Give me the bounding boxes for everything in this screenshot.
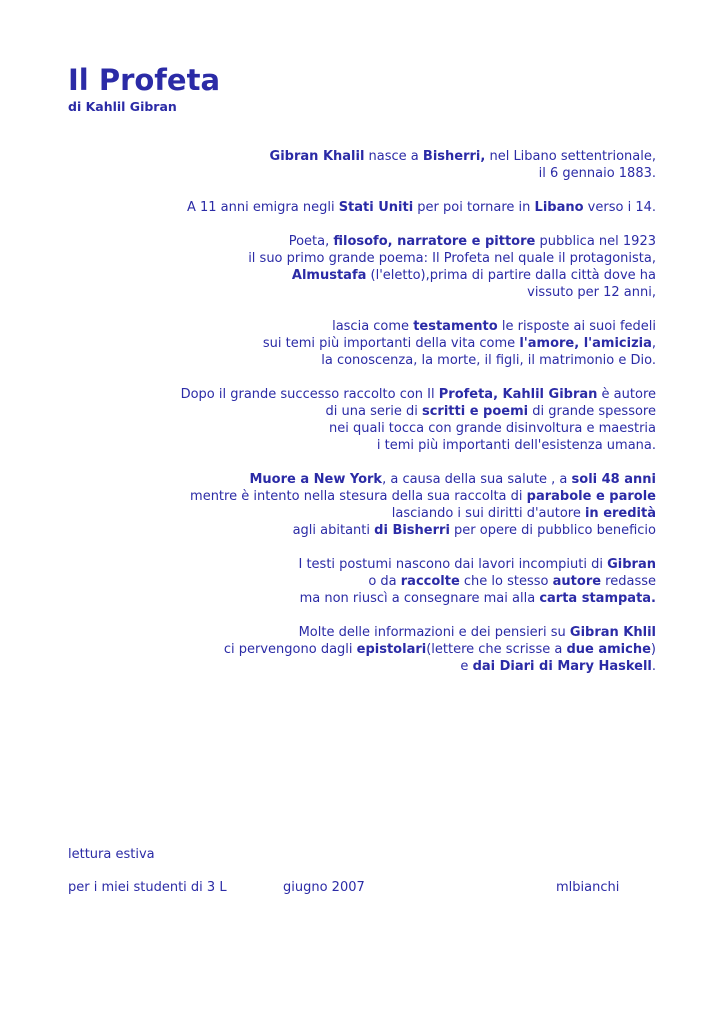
paragraph-line — [96, 437, 656, 454]
paragraph-line — [96, 573, 656, 590]
emphasis-text: due amiche — [566, 642, 651, 657]
paragraph-line — [96, 522, 656, 539]
text-run: di una serie di — [325, 404, 422, 419]
page-title: Il Profeta — [68, 63, 221, 97]
text-run: nei quali tocca con grande disinvoltura e maestria — [329, 421, 656, 436]
text-run: sui temi più importanti della vita come — [262, 336, 520, 351]
text-run: . — [651, 659, 656, 674]
paragraph-line — [96, 641, 656, 658]
paragraph-line — [96, 267, 656, 284]
paragraph — [96, 624, 656, 675]
paragraph-line — [96, 199, 656, 216]
text-run: lasciando i sui diritti d'autore — [391, 506, 585, 521]
emphasis-text: epistolari — [356, 642, 427, 657]
footer-dedication: per i miei studenti di 3 L — [68, 880, 227, 895]
emphasis-text: Muore a New York — [249, 472, 383, 487]
paragraph — [96, 471, 656, 539]
text-run: , — [651, 336, 656, 351]
paragraph-line — [96, 352, 656, 369]
footer-note: lettura estiva — [68, 847, 155, 862]
text-run: Molte delle informazioni e dei pensieri su — [298, 625, 570, 640]
paragraph-line — [96, 556, 656, 573]
paragraph-line — [96, 148, 656, 165]
footer-date: giugno 2007 — [283, 880, 365, 895]
emphasis-text: Stati Uniti — [338, 200, 414, 215]
paragraph-line — [96, 318, 656, 335]
emphasis-text: in eredità — [584, 506, 656, 521]
emphasis-text: Libano — [534, 200, 584, 215]
paragraph-line — [96, 386, 656, 403]
emphasis-text: soli 48 anni — [571, 472, 656, 487]
text-run: Dopo il grande successo raccolto con Il — [180, 387, 439, 402]
emphasis-text: Bisherri, — [422, 149, 486, 164]
text-run: per poi tornare in — [413, 200, 535, 215]
paragraph-line — [96, 658, 656, 675]
paragraph — [96, 386, 656, 454]
text-run: che lo stesso — [459, 574, 553, 589]
emphasis-text: Profeta, Kahlil Gibran — [438, 387, 598, 402]
text-run: il 6 gennaio 1883. — [538, 166, 656, 181]
paragraph-line — [96, 284, 656, 301]
emphasis-text: Gibran Khlil — [569, 625, 656, 640]
paragraph-line — [96, 624, 656, 641]
emphasis-text: parabole e parole — [526, 489, 656, 504]
emphasis-text: l'amore, l'amicizia — [519, 336, 652, 351]
paragraph — [96, 556, 656, 607]
text-run: , a causa della sua salute , a — [382, 472, 572, 487]
emphasis-text: Gibran — [607, 557, 656, 572]
paragraph-line — [96, 403, 656, 420]
text-run: pubblica nel 1923 — [535, 234, 656, 249]
paragraph-line — [96, 335, 656, 352]
paragraph-line — [96, 590, 656, 607]
text-run: mentre è intento nella stesura della sua raccolta di — [190, 489, 527, 504]
text-run: (l'eletto),prima di partire dalla città dove ha — [366, 268, 656, 283]
text-run: le risposte ai suoi fedeli — [497, 319, 656, 334]
text-run: vissuto per 12 anni, — [527, 285, 656, 300]
text-run: verso i 14. — [583, 200, 656, 215]
text-run: la conoscenza, la morte, il figli, il matrimonio e Dio. — [321, 353, 656, 368]
paragraph-line — [96, 233, 656, 250]
emphasis-text: Almustafa — [291, 268, 367, 283]
page-subtitle: di Kahlil Gibran — [68, 99, 177, 114]
text-run: nasce a — [364, 149, 423, 164]
emphasis-text: scritti e poemi — [421, 404, 529, 419]
text-run: redasse — [601, 574, 656, 589]
paragraph-line — [96, 250, 656, 267]
emphasis-text: Gibran Khalil — [269, 149, 365, 164]
paragraph — [96, 318, 656, 369]
text-run: è autore — [597, 387, 656, 402]
paragraph-line — [96, 505, 656, 522]
paragraph — [96, 233, 656, 301]
emphasis-text: di Bisherri — [374, 523, 450, 538]
emphasis-text: filosofo, narratore e pittore — [333, 234, 536, 249]
paragraph-line — [96, 420, 656, 437]
emphasis-text: raccolte — [400, 574, 460, 589]
text-run: (lettere che scrisse a — [426, 642, 567, 657]
text-run: A 11 anni emigra negli — [186, 200, 339, 215]
text-run: Poeta, — [288, 234, 334, 249]
text-run: ci pervengono dagli — [223, 642, 357, 657]
emphasis-text: testamento — [413, 319, 498, 334]
emphasis-text: autore — [552, 574, 602, 589]
text-run: ) — [650, 642, 656, 657]
text-run: nel Libano settentrionale, — [485, 149, 656, 164]
text-run: e — [460, 659, 473, 674]
emphasis-text: dai Diari di Mary Haskell — [472, 659, 652, 674]
text-run: il suo primo grande poema: Il Profeta nel quale il protagonista, — [248, 251, 656, 266]
paragraph-line — [96, 488, 656, 505]
text-run: I testi postumi nascono dai lavori incompiuti di — [298, 557, 608, 572]
text-run: i temi più importanti dell'esistenza umana. — [376, 438, 656, 453]
text-run: ma non riuscì a consegnare mai alla — [299, 591, 540, 606]
paragraph — [96, 199, 656, 216]
biography-text — [96, 148, 656, 692]
footer-author: mlbianchi — [556, 880, 620, 895]
text-run: agli abitanti — [292, 523, 375, 538]
emphasis-text: carta stampata. — [539, 591, 656, 606]
paragraph-line — [96, 471, 656, 488]
text-run: per opere di pubblico beneficio — [449, 523, 656, 538]
paragraph-line — [96, 165, 656, 182]
text-run: di grande spessore — [528, 404, 656, 419]
text-run: o da — [368, 574, 401, 589]
text-run: lascia come — [332, 319, 414, 334]
paragraph — [96, 148, 656, 182]
